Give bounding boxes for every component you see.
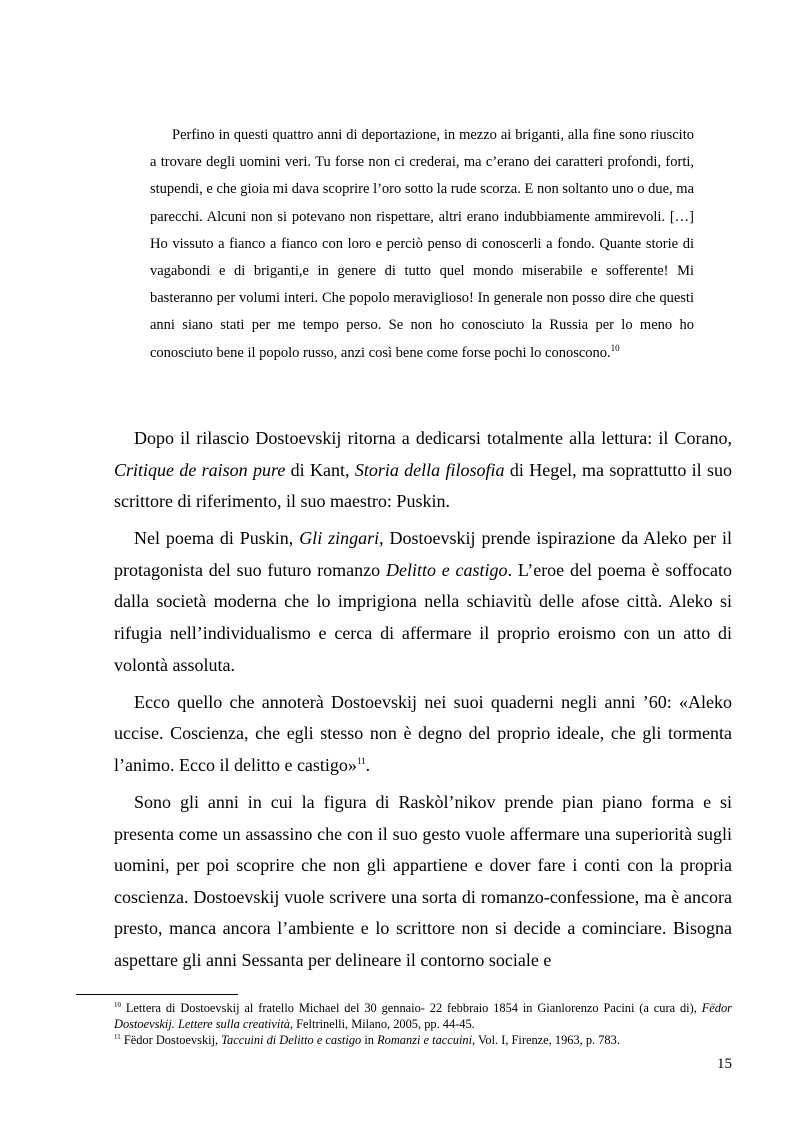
title-critique-de-raison-pure: Critique de raison pure [114,459,286,480]
paragraph-3: Ecco quello che annoterà Dostoevskij nei suoi quaderni negli anni ’60: «Aleko uccise. Coscienza, che egli stesso non è degno del proprio ideale, che gli tormenta l’animo. Ecco il delitto e castigo»$^{11}$. [114,691,732,775]
title-lettere-sulla-creativita: Fëdor Dostoevskij. Lettere sulla creatività [114,1001,732,1031]
title-delitto-e-castigo: Delitto e castigo [385,559,508,580]
footnote-ref-11[interactable]: 11 [356,755,366,766]
page-number: 15 [717,1056,732,1072]
footnote-separator [76,994,238,995]
footnote-10: $^{10}$ Lettera di Dostoevskij al fratello Michael del 30 gennaio- 22 febbraio 1854 in Gianlorenzo Pacini (a cura di), Fëdor Dostoevskij. Lettere sulla creatività, Feltrinelli, Milano, 2005, pp. 44-45. [114,1000,732,1031]
main-text [114,423,732,982]
title-taccuini-di-delitto-e-castigo: Taccuini di Delitto e castigo [221,1033,362,1047]
footnote-number-11: 11 [114,1032,121,1041]
footnote-ref-10[interactable]: 10 [610,342,620,353]
title-gli-zingari: Gli zingari [299,528,380,549]
title-romanzi-e-taccuini: Romanzi e taccuini [377,1033,473,1047]
paragraph-2: Nel poema di Puskin, Gli zingari, Dostoevskij prende ispirazione da Aleko per il protagonista del suo futuro romanzo Delitto e castigo. L’eroe del poema è soffocato dalla società moderna che lo imprigiona nella schiavitù delle afose città. Aleko si rifugia nell’individualismo e cerca di affermare il proprio eroismo con un atto di volontà assoluta. [114,528,732,675]
quote-text: Perfino in questi quattro anni di deportazione, in mezzo ai briganti, alla fine sono riuscito a trovare degli uomini veri. Tu forse non ci crederai, ma c’erano dei caratteri profondi, forti, stupendi, e che gioia mi dava scoprire l’oro sotto la rude scorza. E non soltanto uno o due, ma parecchi. Alcuni non si potevano non rispettare, altri erano indubbiamente ammirevoli. […] Ho vissuto a fianco a fianco con loro e perciò penso di conoscerli a fondo. Quante storie di vagabondi e di briganti,e in genere di tutto quel mondo miserabile e sofferente! Mi basteranno per volumi interi. Che popolo meraviglioso! In generale non posso dire che questi anni siano stati per me tempo perso. Se non ho conosciuto la Russia per lo meno ho conosciuto bene il popolo russo, anzi così bene come forse pochi lo conoscono. [150,127,695,361]
title-storia-della-filosofia: Storia della filosofia [354,459,505,480]
footnotes [114,1000,732,1048]
paragraph-4: Sono gli anni in cui la figura di Raskòl’nikov prende pian piano forma e si presenta come un assassino che con il suo gesto vuole affermare una superiorità sugli uomini, per poi scoprire che non gli appartiene e dover fare i conti con la propria coscienza. Dostoevskij vuole scrivere una sorta di romanzo-confessione, ma è ancora presto, manca ancora l’ambiente e lo scrittore non si decide a cominciare. Bisogna aspettare gli anni Sessanta per delineare il contorno sociale e [114,792,732,970]
footnote-number-10: 10 [114,1000,121,1009]
block-quote [150,122,694,367]
paragraph-1: Dopo il rilascio Dostoevskij ritorna a dedicarsi totalmente alla lettura: il Corano, Critique de raison pure di Kant, Storia della filosofia di Hegel, ma soprattutto il suo scrittore di riferimento, il suo maestro: Puskin. [114,428,733,512]
footnote-11: $^{11}$ Fëdor Dostoevskij, Taccuini di Delitto e castigo in Romanzi e taccuini, Vol. I, Firenze, 1963, p. 783. [114,1032,620,1047]
